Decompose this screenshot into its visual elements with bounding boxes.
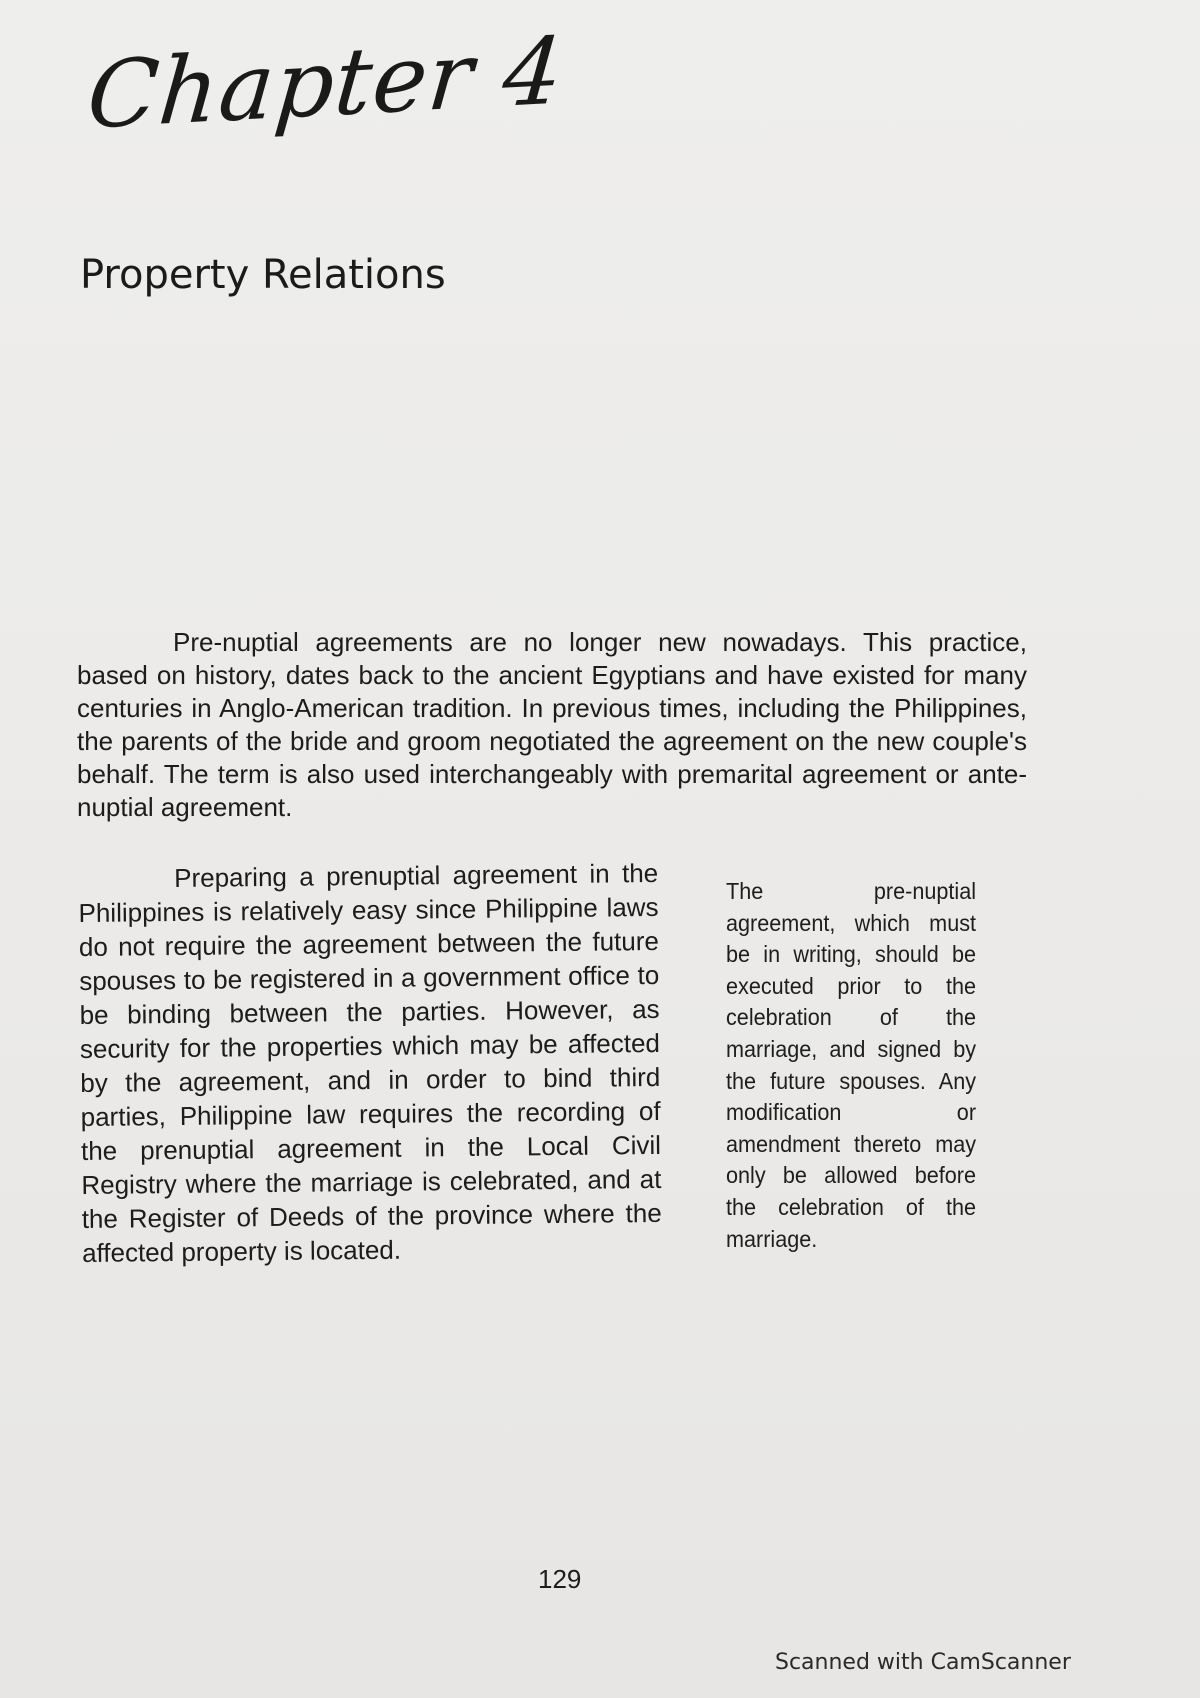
chapter-title: Property Relations — [80, 252, 446, 298]
intro-paragraph: Pre-nuptial agreements are no longer new nowadays. This practice, based on history, dates back to the ancient Egyptians and have existed for many centuries in Anglo-American tradition. In previous times, including the Philippines, the parents of the bride and groom negotiated the agreement on the new couple's behalf. The term is also used interchangeably with premarital agreement or ante-nuptial agreement. — [77, 627, 1027, 822]
page-number: 129 — [538, 1564, 582, 1594]
sidebar-note: The pre-nuptial agreement, which must be in writing, should be executed prior to the celebration of the marriage, and signed by the future spouses. Any modification or amendment thereto may only be allowed before the celebration of the marriage. — [726, 878, 977, 1252]
scan-watermark: Scanned with CamScanner — [775, 1650, 1071, 1675]
chapter-heading: Chapter 4 — [83, 17, 568, 150]
body-paragraph: Preparing a prenuptial agreement in the Philippines is relatively easy since Philippine laws do not require the agreement between the future spouses to be registered in a government office to be binding between the parties. However, as security for the properties which may be affected by the agreement, and in order to bind third parties, Philippine law requires the recording of the prenuptial agreement in the Local Civil Registry where the marriage is celebrated, and at the Register of Deeds of the province where the affected property is located. — [78, 857, 662, 1268]
